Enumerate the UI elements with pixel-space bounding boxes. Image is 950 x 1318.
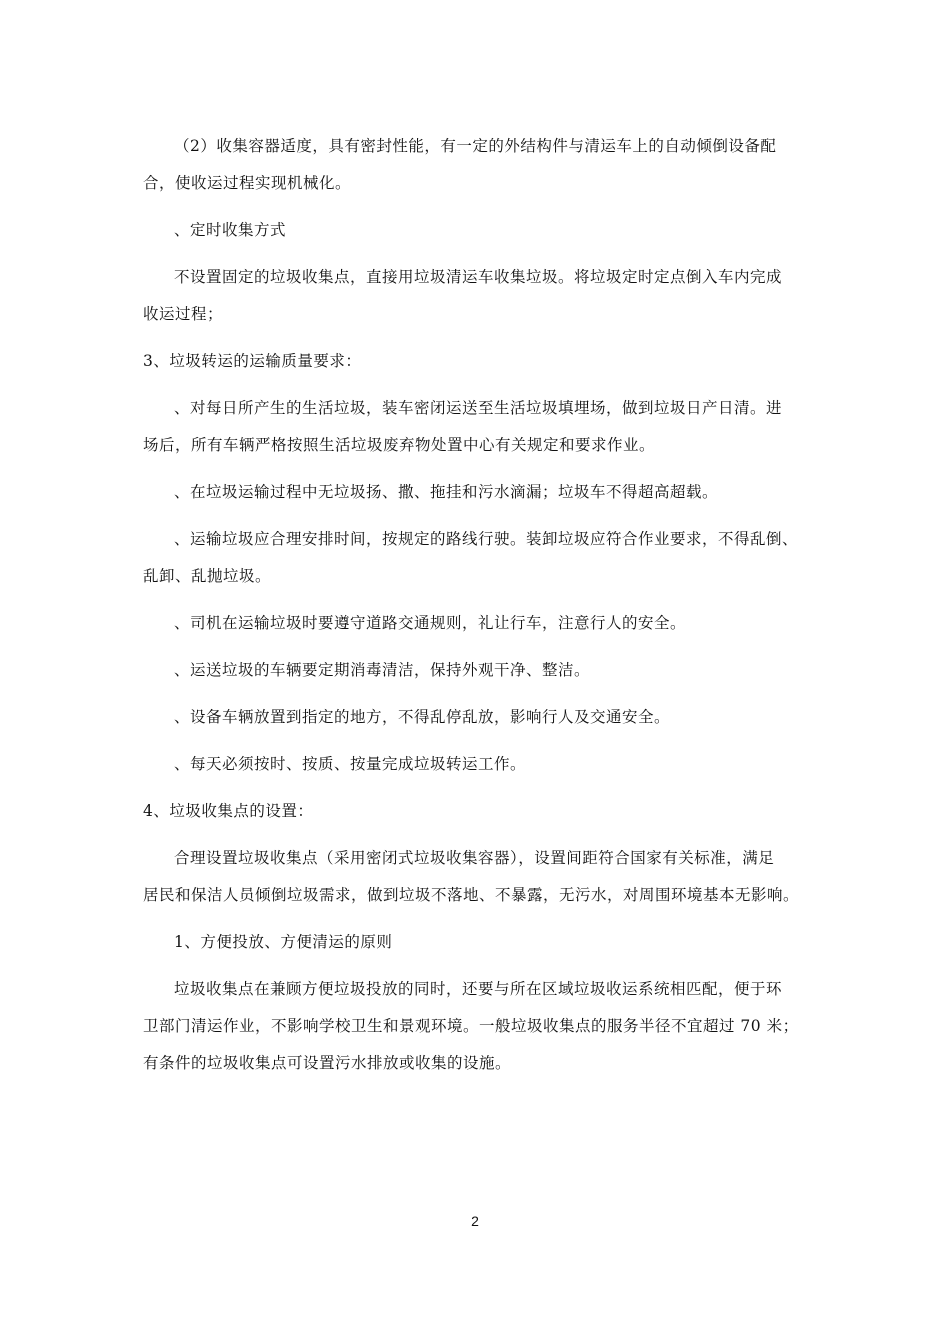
paragraph <box>143 521 815 595</box>
paragraph <box>143 746 815 783</box>
paragraph <box>143 343 815 380</box>
paragraph-line: 、在垃圾运输过程中无垃圾扬、撒、拖挂和污水滴漏；垃圾车不得超高超载。 <box>174 483 719 501</box>
paragraph <box>143 699 815 736</box>
paragraph-line: 、定时收集方式 <box>174 221 287 239</box>
paragraph <box>143 605 815 642</box>
paragraph <box>143 212 815 249</box>
paragraph-line: 乱卸、乱抛垃圾。 <box>143 567 272 585</box>
paragraph-line: 居民和保洁人员倾倒垃圾需求，做到垃圾不落地、不暴露，无污水，对周围环境基本无影响。 <box>143 886 800 904</box>
paragraph-line: 、设备车辆放置到指定的地方，不得乱停乱放，影响行人及交通安全。 <box>174 708 671 726</box>
paragraph <box>143 971 815 1082</box>
paragraph-line: 场后，所有车辆严格按照生活垃圾废弃物处置中心有关规定和要求作业。 <box>143 436 656 454</box>
paragraph-line: 、对每日所产生的生活垃圾，装车密闭运送至生活垃圾填埋场，做到垃圾日产日清。进 <box>174 399 783 417</box>
paragraph-line: 、司机在运输垃圾时要遵守道路交通规则，礼让行车，注意行人的安全。 <box>174 614 687 632</box>
paragraph-line: 合理设置垃圾收集点（采用密闭式垃圾收集容器），设置间距符合国家有关标准，满足 <box>174 849 775 867</box>
paragraph-line: 不设置固定的垃圾收集点，直接用垃圾清运车收集垃圾。将垃圾定时定点倒入车内完成 <box>174 268 783 286</box>
paragraph-line: （2）收集容器适度，具有密封性能，有一定的外结构件与清运车上的自动倾倒设备配 <box>174 137 777 155</box>
page-number: 2 <box>471 1213 479 1229</box>
paragraph <box>143 259 815 333</box>
document-body <box>143 128 815 1092</box>
paragraph-line: 3、垃圾转运的运输质量要求： <box>143 352 362 370</box>
paragraph-line: 有条件的垃圾收集点可设置污水排放或收集的设施。 <box>143 1054 512 1072</box>
paragraph <box>143 474 815 511</box>
paragraph-line: 合，使收运过程实现机械化。 <box>143 174 352 192</box>
paragraph <box>143 652 815 689</box>
paragraph-line: 、运输垃圾应合理安排时间，按规定的路线行驶。装卸垃圾应符合作业要求，不得乱倒、 <box>174 530 799 548</box>
paragraph <box>143 793 815 830</box>
paragraph-line: 卫部门清运作业，不影响学校卫生和景观环境。一般垃圾收集点的服务半径不宜超过 70 米； <box>143 1017 799 1035</box>
paragraph <box>143 924 815 961</box>
paragraph-line: 1、方便投放、方便清运的原则 <box>174 933 393 951</box>
paragraph <box>143 128 815 202</box>
paragraph-line: 、运送垃圾的车辆要定期消毒清洁，保持外观干净、整洁。 <box>174 661 591 679</box>
paragraph-line: 垃圾收集点在兼顾方便垃圾投放的同时，还要与所在区域垃圾收运系统相匹配，便于环 <box>174 980 783 998</box>
paragraph <box>143 390 815 464</box>
paragraph-line: 、每天必须按时、按质、按量完成垃圾转运工作。 <box>174 755 527 773</box>
paragraph-line: 4、垃圾收集点的设置： <box>143 802 314 820</box>
paragraph-line: 收运过程； <box>143 305 224 323</box>
paragraph <box>143 840 815 914</box>
